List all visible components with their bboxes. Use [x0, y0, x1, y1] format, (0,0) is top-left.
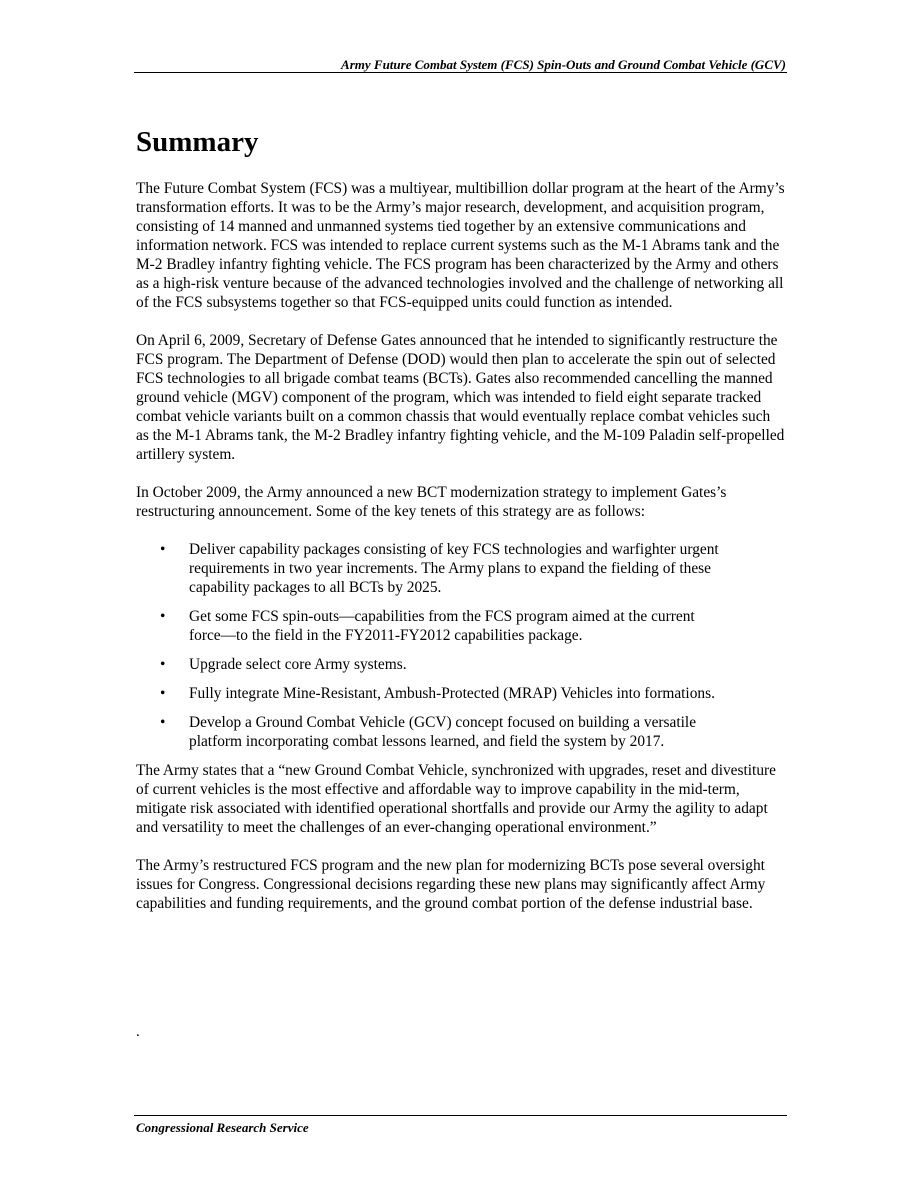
section-title: Summary: [136, 126, 259, 158]
paragraph-5: The Army’s restructured FCS program and the new plan for modernizing BCTs pose several oversight issues for Congress. Congressional decisions regarding these new plans may significantly affect Army capabilities and funding requirements, and the ground combat portion of the defense industrial base.: [136, 857, 766, 912]
bullet-icon: •: [160, 714, 166, 731]
bullet-icon: •: [160, 608, 166, 625]
list-item: [136, 655, 729, 674]
key-tenets-list: [136, 540, 786, 751]
paragraph-3: In October 2009, the Army announced a new BCT modernization strategy to implement Gates’s restructuring announcement. Some of the key tenets of this strategy are as follows:: [136, 484, 727, 520]
list-item: [136, 607, 729, 645]
list-item: [136, 540, 729, 597]
footer-rule: [134, 1115, 787, 1116]
paragraph-4: The Army states that a “new Ground Combat Vehicle, synchronized with upgrades, reset and divestiture of current vehicles is the most effective and affordable way to improve capability in the mid-term, mitigate risk associated with identified operational shortfalls and provide our Army the agility to adapt and versatility to meet the challenges of an ever-changing operational environment.”: [136, 762, 776, 836]
page-body: [136, 124, 786, 932]
list-item-text: Deliver capability packages consisting of key FCS technologies and warfighter urgent requirements in two year increments. The Army plans to expand the fielding of these capability packages to all BCTs by 2025.: [189, 541, 719, 596]
header-rule: [134, 72, 787, 73]
paragraph-2: On April 6, 2009, Secretary of Defense Gates announced that he intended to significantly restructure the FCS program. The Department of Defense (DOD) would then plan to accelerate the spin out of selected FCS technologies to all brigade combat teams (BCTs). Gates also recommended cancelling the manned ground vehicle (MGV) component of the program, which was intended to field eight separate tracked combat vehicle variants built on a common chassis that would eventually replace combat vehicles such as the M-1 Abrams tank, the M-2 Bradley infantry fighting vehicle, and the M-109 Paladin self-propelled artillery system.: [136, 332, 785, 463]
bullet-icon: •: [160, 541, 166, 558]
list-item-text: Fully integrate Mine-Resistant, Ambush-Protected (MRAP) Vehicles into formations.: [189, 685, 715, 702]
list-item-text: Get some FCS spin-outs—capabilities from the FCS program aimed at the current force—to the field in the FY2011-FY2012 capabilities package.: [189, 608, 695, 644]
bullet-icon: •: [160, 685, 166, 702]
list-item: [136, 684, 729, 703]
bullet-icon: •: [160, 656, 166, 673]
running-header: Army Future Combat System (FCS) Spin-Outs and Ground Combat Vehicle (GCV): [341, 57, 786, 72]
paragraph-1: The Future Combat System (FCS) was a multiyear, multibillion dollar program at the heart of the Army’s transformation efforts. It was to be the Army’s major research, development, and acquisition program, consisting of 14 manned and unmanned systems tied together by an extensive communications and information network. FCS was intended to replace current systems such as the M-1 Abrams tank and the M-2 Bradley infantry fighting vehicle. The FCS program has been characterized by the Army and others as a high-risk venture because of the advanced technologies involved and the challenge of networking all of the FCS subsystems together so that FCS-equipped units could function as intended.: [136, 180, 785, 311]
list-item-text: Upgrade select core Army systems.: [189, 656, 407, 673]
list-item-text: Develop a Ground Combat Vehicle (GCV) concept focused on building a versatile platform incorporating combat lessons learned, and field the system by 2017.: [189, 714, 697, 750]
list-item: [136, 713, 729, 751]
trailing-period: .: [136, 1024, 140, 1040]
footer-publisher: Congressional Research Service: [136, 1120, 309, 1135]
